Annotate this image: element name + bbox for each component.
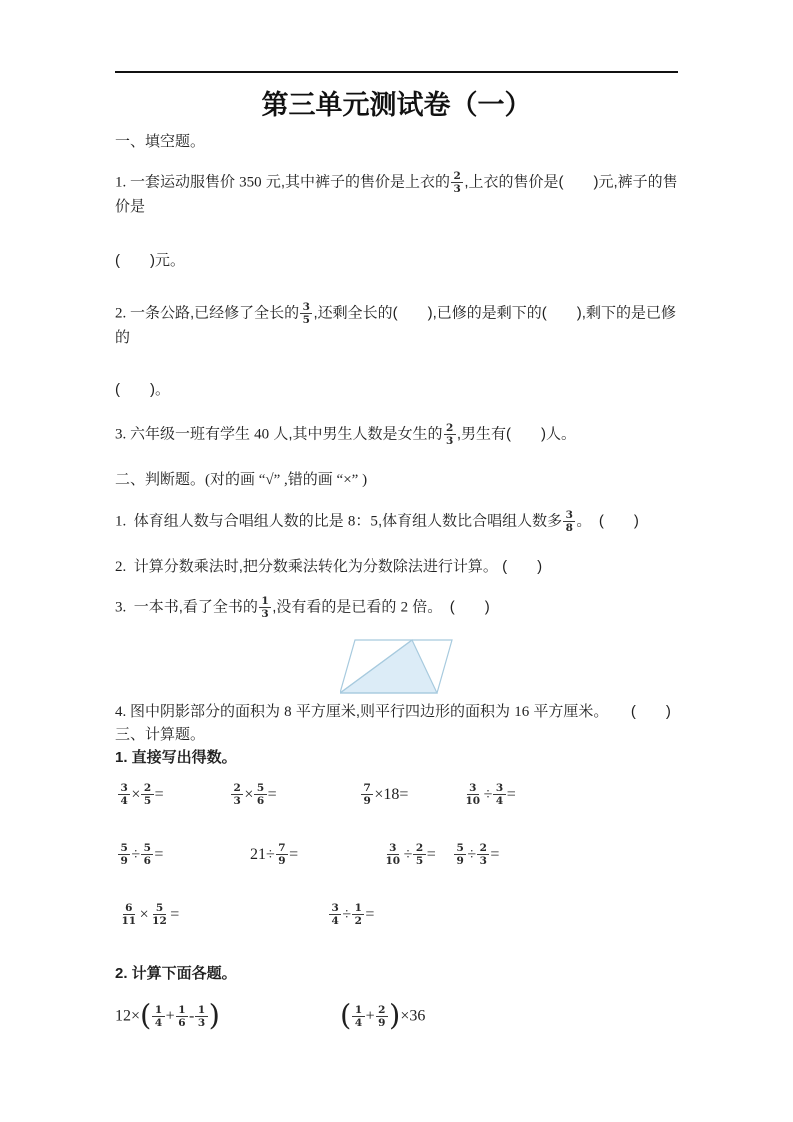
calc-expression: $\frac{2}{3}$ × $\frac{5}{6}$ = (230, 782, 277, 807)
calc-expression: $\frac{3}{10}$ ÷ $\frac{2}{5}$ = (382, 842, 436, 867)
calc-expression: $\frac{7}{9}$ ×18= (360, 782, 408, 807)
fraction: $\frac{7}{9}$ (361, 782, 373, 807)
calc-expression: $\frac{3}{4}$ ÷ $\frac{1}{2}$ = (328, 902, 374, 927)
fraction: $\frac{3}{5}$ (300, 301, 312, 326)
top-divider (115, 71, 678, 73)
calc-expression: $\frac{5}{9}$ ÷ $\frac{5}{6}$ = (117, 842, 163, 867)
fraction: $\frac{2}{3}$ (451, 170, 463, 195)
judge-question-4: 4. 图中阴影部分的面积为 8 平方厘米,则平行四边形的面积为 16 平方厘米。 ( ) (115, 702, 671, 720)
calc-expression: ( $\frac{1}{4}$ + $\frac{2}{9}$ )×36 (340, 997, 426, 1032)
fraction: $\frac{5}{6}$ (254, 782, 266, 807)
fraction: $\frac{2}{9}$ (376, 1004, 388, 1029)
fraction: $\frac{3}{8}$ (563, 509, 575, 534)
calc-expression: 12×( $\frac{1}{4}$ + $\frac{1}{6}$ - $\frac{1}{3}$ ) (115, 997, 220, 1032)
section-heading-judge: 二、判断题。(对的画 “√” ,错的画 “×” ) (115, 472, 368, 489)
fraction: $\frac{5}{9}$ (118, 842, 130, 867)
fraction: $\frac{1}{2}$ (352, 902, 364, 927)
shaded-triangle (340, 640, 437, 693)
calc-row-2 (115, 842, 678, 876)
fill-question-1-line-1: 1. 一套运动服售价 350 元,其中裤子的售价是上衣的 $\frac{2}{3}$ ,上衣的售价是( )元,裤子的售价是 (115, 170, 678, 216)
judge-question-1: 1. 体育组人数与合唱组人数的比是 8：5,体育组人数比合唱组人数多 $\frac{3}{8}$ 。 ( ) (115, 509, 639, 535)
fraction: $\frac{3}{4}$ (493, 782, 505, 807)
parallelogram-svg (340, 636, 453, 695)
fraction: $\frac{1}{4}$ (152, 1004, 164, 1029)
fraction: $\frac{2}{3}$ (444, 422, 456, 447)
fraction: $\frac{5}{9}$ (454, 842, 466, 867)
fraction: $\frac{5}{6}$ (141, 842, 153, 867)
page-title: 第三单元测试卷（一） (261, 90, 532, 120)
fraction: $\frac{1}{4}$ (352, 1004, 364, 1029)
calc-subheading-1: 1. 直接写出得数。 (115, 748, 237, 766)
calc-expression: $\frac{3}{4}$ × $\frac{2}{5}$ = (117, 782, 164, 807)
parallelogram-figure (340, 636, 453, 695)
section-heading-fill: 一、填空题。 (115, 134, 206, 150)
calc-row-4 (115, 997, 678, 1040)
fill-question-1-line-2: ( )元。 (115, 252, 185, 270)
calc-expression: $\frac{5}{9}$ ÷ $\frac{2}{3}$ = (453, 842, 499, 867)
fraction: $\frac{3}{10}$ (385, 841, 401, 867)
judge-question-3: 3. 一本书,看了全书的 $\frac{1}{3}$ ,没有看的是已看的 2 倍。 ( ) (115, 594, 490, 620)
section-heading-calc: 三、计算题。 (115, 726, 206, 743)
fraction: $\frac{2}{5}$ (141, 782, 153, 807)
fraction: $\frac{3}{4}$ (329, 902, 341, 927)
calc-expression: 21÷ $\frac{7}{9}$ = (250, 841, 299, 867)
fraction: $\frac{7}{9}$ (276, 842, 288, 867)
fraction: $\frac{5}{12}$ (152, 901, 167, 927)
judge-question-2: 2. 计算分数乘法时,把分数乘法转化为分数除法进行计算。 ( ) (115, 557, 543, 575)
fill-question-2-line-2: ( )。 (115, 381, 170, 399)
fraction: $\frac{2}{3}$ (231, 782, 243, 807)
fill-question-3: 3. 六年级一班有学生 40 人,其中男生人数是女生的 $\frac{2}{3}$ ,男生有( )人。 (115, 422, 576, 448)
calc-expression: $\frac{6}{11}$ × $\frac{5}{12}$ = (118, 902, 179, 927)
fraction: $\frac{1}{6}$ (176, 1004, 188, 1029)
calc-expression: $\frac{3}{10}$ ÷ $\frac{3}{4}$ = (462, 782, 516, 807)
fraction: $\frac{1}{3}$ (195, 1004, 207, 1029)
fraction: $\frac{1}{3}$ (259, 595, 271, 620)
calc-row-3 (115, 902, 678, 936)
fraction: $\frac{3}{4}$ (118, 782, 130, 807)
fraction: $\frac{3}{10}$ (465, 781, 481, 807)
fraction: $\frac{2}{5}$ (413, 842, 425, 867)
fill-question-2-line-1: 2. 一条公路,已经修了全长的 $\frac{3}{5}$ ,还剩全长的( ),已修的是剩下的( ),剩下的是已修的 (115, 301, 676, 347)
fraction: $\frac{6}{11}$ (121, 901, 137, 927)
calc-subheading-2: 2. 计算下面各题。 (115, 964, 237, 982)
calc-row-1 (115, 782, 678, 816)
fraction: $\frac{2}{3}$ (477, 842, 489, 867)
